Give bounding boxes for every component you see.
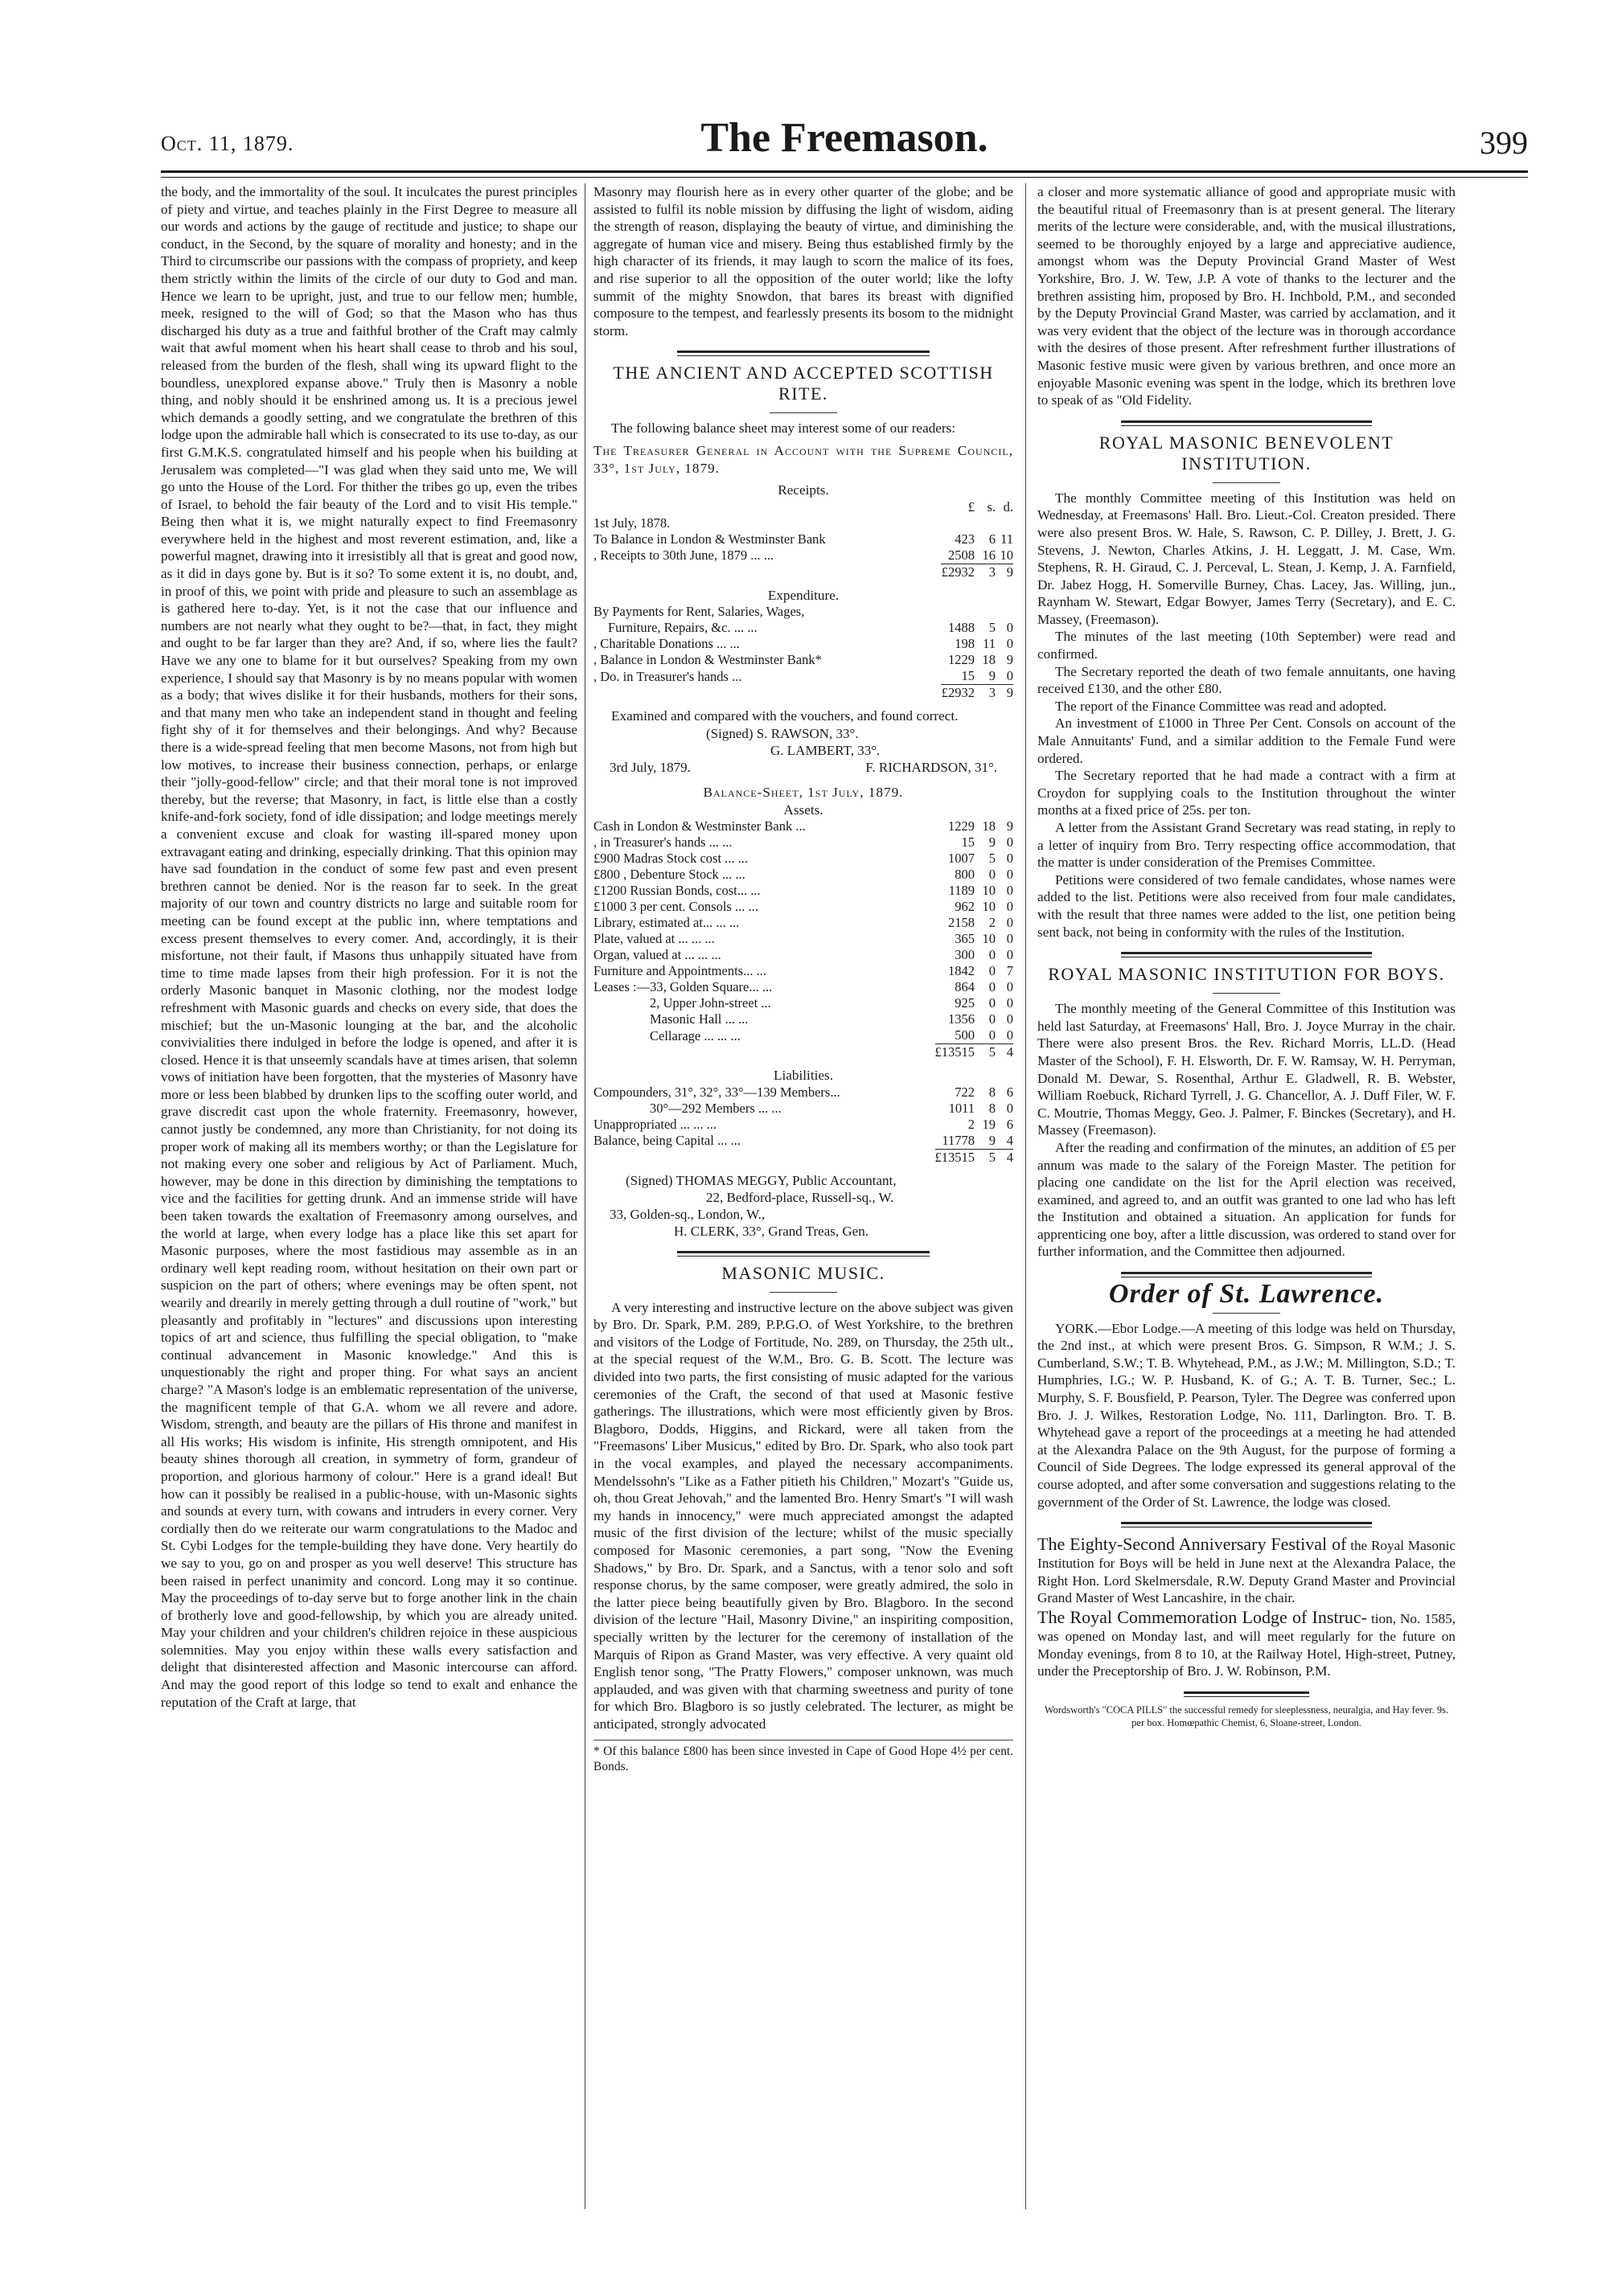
section-heading-boys: ROYAL MASONIC INSTITUTION FOR BOYS. bbox=[1048, 964, 1445, 985]
row-pence bbox=[996, 604, 1013, 620]
heading-rule bbox=[1213, 993, 1279, 994]
row-label: £1200 Russian Bonds, cost... ... bbox=[593, 883, 761, 899]
masthead-rule bbox=[161, 170, 1528, 178]
article-paragraph: The report of the Finance Committee was read and adopted. bbox=[1055, 698, 1387, 714]
table-row bbox=[593, 515, 1013, 531]
total-pence: 9 bbox=[996, 685, 1013, 702]
article-paragraph: An investment of £1000 in Three Per Cent. Consols on account of the Male Annuitants' Fund, and a similar addition to the Female Fund were ordered. bbox=[1037, 715, 1456, 766]
row-shillings: 18 bbox=[982, 818, 996, 834]
row-pence: 0 bbox=[1006, 979, 1013, 995]
row-pence: 0 bbox=[1006, 636, 1013, 652]
total-row bbox=[593, 1149, 1013, 1166]
notice-text: tion, No. 1585, was opened on Monday last, and will meet regularly for the future on Monday evenings, from 8 to 10, at the Railway Hotel, High-street, Putney, under the Preceptorship of Bro. J. W. Robinson, P.M. bbox=[1037, 1610, 1456, 1679]
heading-rule bbox=[1213, 1313, 1279, 1314]
notice-paragraph bbox=[1037, 1534, 1456, 1607]
balance-sheet-title: Balance-Sheet, 1st July, 1879. bbox=[703, 784, 904, 800]
row-pence: 0 bbox=[1006, 668, 1013, 684]
notice-text: the Royal Masonic Institution for Boys will be held in June next at the Alexandra Palace, the Right Hon. Lord Skelmersdale, R.W. Deputy Grand Master and Provincial Grand Master of West Lancashire, in the chair. bbox=[1037, 1538, 1456, 1606]
signature-line: F. RICHARDSON, 31°. bbox=[865, 759, 997, 775]
row-shillings: 0 bbox=[988, 867, 996, 883]
table-row bbox=[593, 979, 1013, 995]
row-label: Balance, being Capital ... ... bbox=[593, 1133, 741, 1149]
article-paragraph: The Secretary reported that he had made a contract with a firm at Croydon for supplying coals to the Institution throughout the winter months at a fixed price of 25s. per ton. bbox=[1037, 768, 1456, 818]
table-row bbox=[593, 818, 1013, 834]
notice-lead: The Royal Commemoration Lodge of Instruc- bbox=[1037, 1606, 1367, 1627]
table-row bbox=[593, 620, 1013, 636]
row-label: 30°—292 Members ... ... bbox=[650, 1100, 782, 1116]
row-pounds: 1011 bbox=[948, 1100, 975, 1116]
article-text: YORK.—Ebor Lodge.—A meeting of this lodge was held on Thursday, the 2nd inst., at which were present Bros. G. Simpson, R W.M.; J. S. Cumberland, S.W.; T. B. Whytehead, P.M., as J.W.; M. Millington, S.D.; T. Humphries, I.G.; W. P. Husband, K. of G.; A. T. B. Turner, Sec.; L. Murphy, S. F. Bousfield, P. Pearson, Tyler. The Degree was conferred upon Bro. J. J. Wilkes, Restoration Lodge, No. 111, Darlington. Bro. T. B. Whytehead gave a report of the proceedings at a meeting he had attended at the Alexandra Palace on the 9th August, for the purpose of forming a Council of Side Degrees. The lodge expressed its general approval of the course adopted, and after some conversation and suggestions relating to the government of the Order of St. Lawrence, the lodge was closed. bbox=[1037, 1320, 1456, 1510]
section-rule bbox=[677, 1251, 929, 1257]
newspaper-title: The Freemason. bbox=[700, 115, 988, 161]
section-rule bbox=[677, 351, 929, 356]
row-shillings: 0 bbox=[988, 979, 996, 995]
article-text: A very interesting and instructive lecture on the above subject was given by Bro. Dr. Spark, P.M. 289, P.P.G.O. of West Yorkshire, to the brethren and visitors of the Lodge of Fortitude, No. 289, on Thursday, the 25th ult., at the special request of the W.M., Bro. G. B. Scott. The lecture was divided into two parts, the first consisting of music adapted for the various ceremonies of the Craft, the second of that used at Masonic festive gatherings. The illustrations, which were most efficiently given by Bros. Blagboro, Dodds, Higgins, and Rickard, were all taken from the "Freemasons' Liber Musicus," edited by Bro. Dr. Spark, who also took part in the vocal examples, and played the necessary accompaniments. Mendelssohn's "Like as a Father pitieth his Children," Mozart's "Guide us, oh, thou Great Jehovah," and the lamented Bro. Henry Smart's "I will wash my hands in innocency," were much appreciated amongst the adapted music of the first division of the lecture; whilst of the music specially composed for Masonic ceremonies, a part song, "Now the Evening Shadows," by Bro. Dr. Spark, and a Sanctus, with a tenor solo and soft response chorus, by the same composer, were greatly admired, the solo in the latter piece being beautifully given by Bro. Blagboro. In the second division of the lecture "Hail, Masonry Divine," an inspiriting composition, specially written by the lecturer for the ceremony of installation of the Marquis of Ripon as Grand Master, was very effective. A very quaint old English tenor song, "The Pratty Flowers," composer unknown, was much applauded, and was given with that charming sweetness and purity of tone for which Bro. Blagboro is so justly celebrated. The lecturer, as might be anticipated, strongly advocated bbox=[593, 1299, 1013, 1732]
notice-lead: The Eighty-Second Anniversary Festival of bbox=[1037, 1534, 1347, 1555]
table-row bbox=[593, 1117, 1013, 1133]
row-pence: 11 bbox=[1000, 531, 1013, 547]
row-label: £1000 3 per cent. Consols ... ... bbox=[593, 899, 758, 915]
pounds-header: £ bbox=[967, 498, 975, 515]
row-shillings: 5 bbox=[988, 851, 996, 867]
article-paragraph: The monthly Committee meeting of this Institution was held on Wednesday, at Freemasons' Hall. Bro. Lieut.-Col. Creaton presided. There were also present Bros. W. Hale, S. Rawson, C. P. Dilley, J. Brett, J. G. Stevens, J. Newton, Charles Atkins, J. H. Leggatt, J. M. Case, Wm. Stephens, R. H. Giraud, C. J. Perceval, L. Stean, J. Kemp, J. A. Farnfield, Dr. Jabez Hogg, H. Somerville Burney, Chas. Lacey, Jas. Willing, jun., Raynham W. Stewart, Edgar Bowyer, James Terry (Secretary), and E. C. Massey, (Freemason). bbox=[1037, 490, 1456, 627]
row-label: Compounders, 31°, 32°, 33°—139 Members... bbox=[593, 1084, 840, 1100]
row-label: £800 , Debenture Stock ... ... bbox=[593, 867, 745, 883]
table-header-row bbox=[593, 499, 1013, 515]
row-pounds: 1842 bbox=[948, 963, 975, 979]
article-paragraph: A letter from the Assistant Grand Secretary was read stating, in reply to a letter of inquiry from Bro. Terry respecting office accommodation, that the matter is under consideration of the Premises Committee. bbox=[1037, 820, 1456, 871]
table-row bbox=[593, 947, 1013, 963]
row-shillings: 0 bbox=[988, 1027, 996, 1043]
article-text: a closer and more systematic alliance of good and appropriate music with the beautiful ritual of Freemasonry than is at present general. The literary merits of the lecture were considerable, and, with the musical illustrations, seemed to be thoroughly enjoyed by a large and appreciative audience, amongst whom was the Deputy Provincial Grand Master of West Yorkshire, Bro. J. W. Tew, J.P. A vote of thanks to the lecturer and the brethren assisting him, proposed by Bro. H. Inchbold, P.M., and seconded by the Deputy Provincial Grand Master, was carried by acclamation, and it was very evident that the object of the lecture was in thorough accordance with the desires of those present. After refreshment further illustrations of Masonic festive music were given by various brethren, and once more an enjoyable Masonic evening was spent in the lodge, which its brethren love to speak of as "Old Fidelity. bbox=[1037, 184, 1456, 408]
row-pounds: 962 bbox=[955, 899, 975, 915]
row-pence: 0 bbox=[1006, 947, 1013, 963]
table-row bbox=[593, 883, 1013, 899]
row-pence: 9 bbox=[1006, 652, 1013, 668]
section-rule bbox=[1121, 952, 1372, 957]
row-label: £900 Madras Stock cost ... ... bbox=[593, 851, 749, 867]
total-shillings: 3 bbox=[978, 564, 996, 580]
heading-rule bbox=[1213, 482, 1279, 483]
article-text: Masonry may flourish here as in every other quarter of the globe; and be assisted to fulfil its noble mission by diffusing the light of wisdom, aiding the strength of reason, displaying the beauty of virtue, and diminishing the aggregate of human vice and misery. Being thus established firmly by the high character of its friends, it may laugh to scorn the malice of its foes, and rise superior to all the opposition of the outer world; like the lofty summit of the mighty Snowdon, that bares its breast with dignified composure to the tempest, and fearlessly presents its bosom to the midnight storm. bbox=[593, 184, 1013, 338]
row-shillings: 10 bbox=[982, 883, 996, 899]
table-row bbox=[593, 1027, 1013, 1044]
row-label: Organ, valued at ... ... ... bbox=[593, 947, 721, 963]
receipts-title: Receipts. bbox=[778, 482, 829, 498]
row-shillings bbox=[978, 515, 996, 531]
expenditure-table bbox=[593, 604, 1013, 701]
total-pounds: £2932 bbox=[941, 685, 978, 702]
row-pence: 0 bbox=[1006, 995, 1013, 1011]
article-paragraph: The monthly meeting of the General Committee of this Institution was held last Saturday, at Freemasons' Hall, Bro. J. Joyce Murray in the chair. There were also present Bros. the Rev. Richard Morris, LL.D. (Head Master of the School), F. H. Elsworth, Dr. F. W. Ramsay, W. H. Perryman, Donald M. Dewar, S. Rosenthal, Arthur E. Gladwell, R. B. Webster, William Roebuck, Richard Tyrrell, J. G. Chancellor, A. J. Duff Filer, W. F. C. Moutrie, Thomas Meggy, Geo. J. Palmer, F. Binckes (Secretary), and H. Massey (Freemason). bbox=[1037, 1001, 1456, 1138]
section-heading-order-st-lawrence: Order of St. Lawrence. bbox=[1108, 1279, 1385, 1310]
row-pence: 0 bbox=[1006, 1011, 1013, 1027]
row-pounds: 722 bbox=[955, 1084, 975, 1100]
signature-line: H. CLERK, 33°, Grand Treas, Gen. bbox=[674, 1223, 868, 1239]
row-pounds: 1229 bbox=[948, 652, 975, 668]
row-pence: 0 bbox=[1006, 851, 1013, 867]
row-pence: 0 bbox=[1006, 1027, 1013, 1043]
article-text: the body, and the immortality of the soul. It inculcates the purest principles of piety and virtue, and teaches plainly in the First Degree to measure all our words and actions by the gauge of rectitude and justice; to shape our conduct, in the Second, by the square of morality and honesty; and in the Third to circumscribe our passions with the compass of propriety, and keep them strictly within the limits of the circle of our duty to God and man. Hence we learn to be upright, just, and true to our fellow men; humble, meek, resigned to the will of God; so that the Mason who has thus discharged his duty as a true and faithful brother of the Craft may calmly wait that awful moment when his heart shall cease to throb and his soul, released from the burden of the flesh, shall wing its upward flight to the boundless, unexplored expanse above." Truly then is Masonry a noble thing, and nobly should it be enshrined among us. It is a precious jewel which demands a goodly setting, and we congratulate the brethren of this lodge upon the admirable hall which is consecrated to its use to-day, as our first G.M.K.S. congratulated himself and his people when his building at Jerusalem was completed—"I was glad when they said unto me, We will go unto the House of the Lord. For thither the tribes go up, even the tribes of Israel, to behold the fair beauty of the Lord and to visit His temple." Being then what it is, we might naturally expect to find Freemasonry everywhere held in the highest and most reverent estimation, and, like a powerful magnet, drawing into it irresistibly all that is great and good now, as it did in days gone by. But is it so? To some extent it is, no doubt, and, in proof of this, we point with pride and pleasure to such an assemblage as is gathered here to-day. Yet, is it not the case that our influence and numbers are not nearly what they ought to be?—that, in fact, they might and ought to be far larger than they are? And, if so, where lies the fault? Have we any one to blame for it but ourselves? Speaking from my own experience, I should say that Masonry is by no means popular with women as a body; that wives dislike it for their husbands, mothers for their sons, and that many men who take an independent stand in thought and feeling fight shy of it for themselves and their belongings. And why? Because there is a wide-spread feeling that men become Masons, not from high but low motives, to increase their business connection, perhaps, or enlarge their "jolly-good-fellow" circle; and that their moral tone is not improved thereby, but the reverse; that Masonry, in fact, is little else than a costly knife-and-fork society, fond of idle dissipation; and lodge meetings merely a convenient excuse and cloak for wasting ill-spared money upon extravagant eating and drinking, especially drinking. That this opinion may have sad foundation in the conduct of some few past and even present brethren cannot be denied. Nor is the reason far to seek. In the great majority of our town and country districts no large and suitable room for meeting can be found except at the public inn, where temptations and excess present themselves to every comer. And, accordingly, it is their misfortune, not their fault, if Masons thus unhappily situated have from time to time made lapses from their high profession. For it is not the orderly Masonic banquet in Masonic clothing, nor the modest lodge refreshment with Masonic guards and checks on every side, that does the mischief; but the un-Masonic lounging at the bar, and the alcoholic convivialities there indulged in before the lodge is opened, and after it is closed. Hence it is that unseemly scandals have at times arisen, that solemn vows of initiation have been forgotten, that the mysteries of Masonry have more or less been blabbed by drunken lips to the scoffing outer world, and grave discredit cast upon the whole fraternity. Freemasonry, however, cannot justly be condemned, any more than Christianity, for not doing its proper work of making all its members worthy; or than the Legislature for not making every one sober and religious by Act of Parliament. Much, however, may be done in this direction by diminishing the temptations to vice and the facilities for getting drunk. And an immense stride will have been taken towards the exaltation of Freemasonry among ourselves, and the world at large, when every lodge has a place like this set apart for Masonic purposes, where the most fastidious may assemble as in an ordinary well kept reading room, without hesitation on their own part or suspicion on the part of others; where evenings may be often spent, not wearily and drearily in merely getting through a dull routine of "work," but pleasantly and profitably in "lectures" and discussions upon interesting topics of art and science, thus fulfilling the special obligation, to "make continual advancement in Masonic knowledge." And this is unquestionably the right and proper thing. For what says an ancient charge? "A Mason's lodge is an emblematic representation of the universe, the magnificent temple of that G.A. whom we all revere and adore. Wisdom, strength, and beauty are the pillars of His throne and manifest in all His works; His wisdom is infinite, His strength omnipotent, and His beauty shines thorough all creation, in symmetry of form, grandeur of proportion, and glorious harmony of colour." Here is a grand ideal! But how can it possibly be realised in a public-house, with un-Masonic sights and sounds at every turn, with cowans and intruders in every corner. Very cordially then do we reiterate our warm congratulations to the Madoc and St. Cybi Lodges for the temple-building they have done. Very heartily do we say to you, go on and prosper as you well deserve! This structure has been raised in perfect unanimity and concord. Long may it so continue. May the proceedings of to-day serve but to forge another link in the chain of brotherly love and good-fellowship, by which you are already united. May your children and your children's children rejoice in these auspicious solemnities. May you enjoy within these walls every satisfaction and delight that disinterested affection and Masonic intercourse can afford. And may the good report of this lodge so tend to exalt and enhance the reputation of the Craft at large, that bbox=[161, 184, 577, 1710]
table-row bbox=[593, 867, 1013, 883]
row-pence bbox=[996, 515, 1013, 531]
table-row bbox=[593, 604, 1013, 620]
page-number: 399 bbox=[1480, 125, 1528, 161]
row-label: 1st July, 1878. bbox=[593, 515, 671, 531]
row-shillings: 18 bbox=[982, 652, 996, 668]
total-pounds: £2932 bbox=[941, 564, 978, 580]
masthead bbox=[161, 114, 1528, 169]
heading-rule bbox=[770, 412, 837, 413]
row-pounds: 2158 bbox=[948, 915, 975, 931]
section-intro: The following balance sheet may interest some of our readers: bbox=[611, 420, 956, 437]
table-row bbox=[593, 531, 1013, 547]
row-pounds: 2 bbox=[967, 1116, 975, 1132]
column-divider bbox=[1025, 183, 1026, 2209]
signature-row bbox=[593, 759, 1013, 776]
total-shillings: 5 bbox=[978, 1044, 996, 1061]
table-row bbox=[593, 1084, 1013, 1101]
row-shillings: 0 bbox=[988, 947, 996, 963]
row-pounds: 15 bbox=[961, 834, 975, 851]
row-label: Plate, valued at ... ... ... bbox=[593, 931, 715, 947]
row-shillings: 9 bbox=[988, 1132, 996, 1148]
row-shillings bbox=[978, 604, 996, 620]
section-heading-masonic-music: MASONIC MUSIC. bbox=[721, 1262, 885, 1283]
row-pence: 6 bbox=[1006, 1116, 1013, 1132]
row-pounds: 1488 bbox=[948, 620, 975, 636]
total-shillings: 3 bbox=[978, 685, 996, 702]
notice-paragraph bbox=[1037, 1607, 1456, 1680]
total-pounds: £13515 bbox=[935, 1044, 979, 1061]
row-pounds: 2508 bbox=[948, 547, 975, 563]
section-rule bbox=[1184, 1691, 1309, 1697]
account-title: The Treasurer General in Account with the Supreme Council, 33°, 1st July, 1879. bbox=[593, 442, 1013, 476]
article-paragraph: The minutes of the last meeting (10th September) were read and confirmed. bbox=[1037, 629, 1456, 662]
row-pence: 7 bbox=[1006, 963, 1013, 979]
table-row bbox=[593, 652, 1013, 668]
total-row bbox=[593, 1044, 1013, 1061]
row-pounds: 1229 bbox=[948, 818, 975, 834]
row-label: Masonic Hall ... ... bbox=[650, 1011, 749, 1027]
row-shillings: 2 bbox=[988, 915, 996, 931]
row-pounds: 11778 bbox=[942, 1132, 975, 1148]
row-pence: 4 bbox=[1006, 1132, 1013, 1148]
row-pounds: 925 bbox=[955, 995, 975, 1011]
row-pounds: 15 bbox=[961, 668, 975, 684]
section-rule bbox=[1121, 420, 1372, 426]
row-pence: 0 bbox=[1006, 915, 1013, 931]
signature-line: 22, Bedford-place, Russell-sq., W. bbox=[706, 1189, 894, 1205]
row-pence: 0 bbox=[1006, 931, 1013, 947]
row-pounds: 423 bbox=[955, 531, 975, 547]
liabilities-title: Liabilities. bbox=[774, 1068, 833, 1084]
signature-line: (Signed) THOMAS MEGGY, Public Accountant, bbox=[626, 1172, 897, 1188]
row-label: To Balance in London & Westminster Bank bbox=[593, 531, 826, 547]
row-label: Furniture and Appointments... ... bbox=[593, 963, 766, 979]
row-pounds: 198 bbox=[955, 636, 975, 652]
row-label: 2, Upper John-street ... bbox=[650, 995, 771, 1011]
row-label: By Payments for Rent, Salaries, Wages, bbox=[593, 604, 805, 620]
expenditure-title: Expenditure. bbox=[767, 587, 840, 603]
row-shillings: 8 bbox=[988, 1084, 996, 1100]
row-label: , in Treasurer's hands ... ... bbox=[593, 834, 733, 851]
row-shillings: 10 bbox=[982, 931, 996, 947]
pence-header: d. bbox=[1003, 498, 1013, 515]
row-pounds: 365 bbox=[955, 931, 975, 947]
row-pence: 9 bbox=[1006, 818, 1013, 834]
row-shillings: 9 bbox=[988, 834, 996, 851]
column-3 bbox=[1037, 183, 1456, 2225]
column-1 bbox=[161, 183, 577, 2225]
row-pence: 0 bbox=[1006, 867, 1013, 883]
row-label: Library, estimated at... ... ... bbox=[593, 915, 740, 931]
row-label: Furniture, Repairs, &c. ... ... bbox=[608, 620, 758, 636]
total-row bbox=[593, 564, 1013, 580]
row-pence: 0 bbox=[1006, 834, 1013, 851]
row-label: Leases :—33, Golden Square... ... bbox=[593, 979, 773, 995]
row-pounds bbox=[941, 515, 978, 531]
table-row bbox=[593, 1101, 1013, 1117]
table-row bbox=[593, 1011, 1013, 1027]
article-paragraph: The Secretary reported the death of two female annuitants, one having received £130, and the other £80. bbox=[1037, 663, 1456, 697]
row-pounds: 1356 bbox=[948, 1011, 975, 1027]
total-shillings: 5 bbox=[978, 1149, 996, 1166]
table-row bbox=[593, 851, 1013, 867]
section-heading-scottish-rite: THE ANCIENT AND ACCEPTED SCOTTISH RITE. bbox=[613, 363, 994, 404]
shillings-header: s. bbox=[987, 498, 996, 515]
row-pounds: 1007 bbox=[948, 851, 975, 867]
table-row bbox=[593, 636, 1013, 652]
column-2 bbox=[593, 183, 1013, 2225]
row-shillings: 0 bbox=[988, 995, 996, 1011]
row-shillings: 5 bbox=[988, 620, 996, 636]
issue-date: Oct. 11, 1879. bbox=[161, 132, 294, 155]
table-row bbox=[593, 931, 1013, 947]
row-label: Cellarage ... ... ... bbox=[650, 1027, 741, 1043]
total-pence: 4 bbox=[996, 1149, 1013, 1166]
signature-date: 3rd July, 1879. bbox=[610, 759, 691, 775]
row-pence: 0 bbox=[1006, 883, 1013, 899]
row-shillings: 11 bbox=[983, 636, 996, 652]
total-pence: 4 bbox=[996, 1044, 1013, 1061]
row-pounds: 800 bbox=[955, 867, 975, 883]
row-pounds: 300 bbox=[955, 947, 975, 963]
table-row bbox=[593, 963, 1013, 979]
row-shillings: 19 bbox=[982, 1116, 996, 1132]
row-shillings: 8 bbox=[988, 1100, 996, 1116]
row-shillings: 10 bbox=[982, 899, 996, 915]
row-pence: 0 bbox=[1006, 899, 1013, 915]
advertisement: Wordsworth's "COCA PILLS" the successful remedy for sleeplessness, neuralgia, and Hay fever. 9s. per box. Homœpathic Chemist, 6, Sloane-street, London. bbox=[1044, 1704, 1449, 1728]
row-label: , Receipts to 30th June, 1879 ... ... bbox=[593, 547, 774, 564]
row-label: , Do. in Treasurer's hands ... bbox=[593, 668, 742, 684]
article-paragraph: Petitions were considered of two female candidates, whose names were added to the list. Petitions were also received from four male candidates, with the result that three names were added to the list, one petition being sent back, not being in conformity with the rules of the Institution. bbox=[1037, 871, 1456, 940]
row-pounds: 864 bbox=[955, 979, 975, 995]
examined-note: Examined and compared with the vouchers, and found correct. bbox=[611, 708, 959, 724]
row-pounds bbox=[941, 604, 978, 620]
heading-rule bbox=[770, 1292, 837, 1293]
liabilities-table bbox=[593, 1084, 1013, 1166]
section-heading-benevolent: ROYAL MASONIC BENEVOLENT INSTITUTION. bbox=[1098, 432, 1394, 474]
row-shillings: 9 bbox=[988, 668, 996, 684]
section-rule bbox=[1121, 1272, 1372, 1277]
row-shillings: 6 bbox=[988, 531, 996, 547]
row-label: Unappropriated ... ... ... bbox=[593, 1116, 717, 1132]
row-shillings: 0 bbox=[988, 963, 996, 979]
row-pounds: 500 bbox=[955, 1027, 975, 1043]
row-pence: 0 bbox=[1006, 1100, 1013, 1116]
table-row bbox=[593, 547, 1013, 564]
row-pence: 6 bbox=[1006, 1084, 1013, 1100]
row-pence: 0 bbox=[1006, 620, 1013, 636]
row-pounds: 1189 bbox=[948, 883, 975, 899]
row-shillings: 16 bbox=[982, 547, 996, 563]
signature-line: (Signed) S. RAWSON, 33°. bbox=[706, 725, 859, 741]
article-paragraph: After the reading and confirmation of the minutes, an addition of £5 per annum was made to the salary of the Foreign Master. The petition for placing one candidate on the list for the April election was received, examined, and agreed to, and an outfit was granted to one lad who has left the Institution and obtained a situation. An application for funds for apprenticing one boy, after a little discussion, was ordered to stand over for further information, and the Committee then adjourned. bbox=[1037, 1139, 1456, 1260]
row-shillings: 0 bbox=[988, 1011, 996, 1027]
table-row bbox=[593, 1133, 1013, 1150]
row-pence: 10 bbox=[1000, 547, 1013, 563]
total-pounds: £13515 bbox=[935, 1149, 979, 1166]
receipts-table bbox=[593, 499, 1013, 580]
table-row bbox=[593, 899, 1013, 915]
row-label: , Balance in London & Westminster Bank* bbox=[593, 652, 822, 668]
table-row bbox=[593, 915, 1013, 931]
row-label: Cash in London & Westminster Bank ... bbox=[593, 818, 806, 834]
signature-line: 33, Golden-sq., London, W., bbox=[610, 1206, 766, 1222]
footnote: * Of this balance £800 has been since invested in Cape of Good Hope 4½ per cent. Bonds. bbox=[593, 1740, 1013, 1774]
total-pence: 9 bbox=[996, 564, 1013, 580]
row-label: , Charitable Donations ... ... bbox=[593, 636, 740, 652]
assets-table bbox=[593, 818, 1013, 1060]
total-row bbox=[593, 685, 1013, 702]
table-row bbox=[593, 668, 1013, 685]
signature-line: G. LAMBERT, 33°. bbox=[770, 742, 881, 758]
assets-title: Assets. bbox=[783, 802, 823, 818]
section-rule bbox=[1121, 1522, 1372, 1527]
table-row bbox=[593, 834, 1013, 851]
table-row bbox=[593, 995, 1013, 1011]
